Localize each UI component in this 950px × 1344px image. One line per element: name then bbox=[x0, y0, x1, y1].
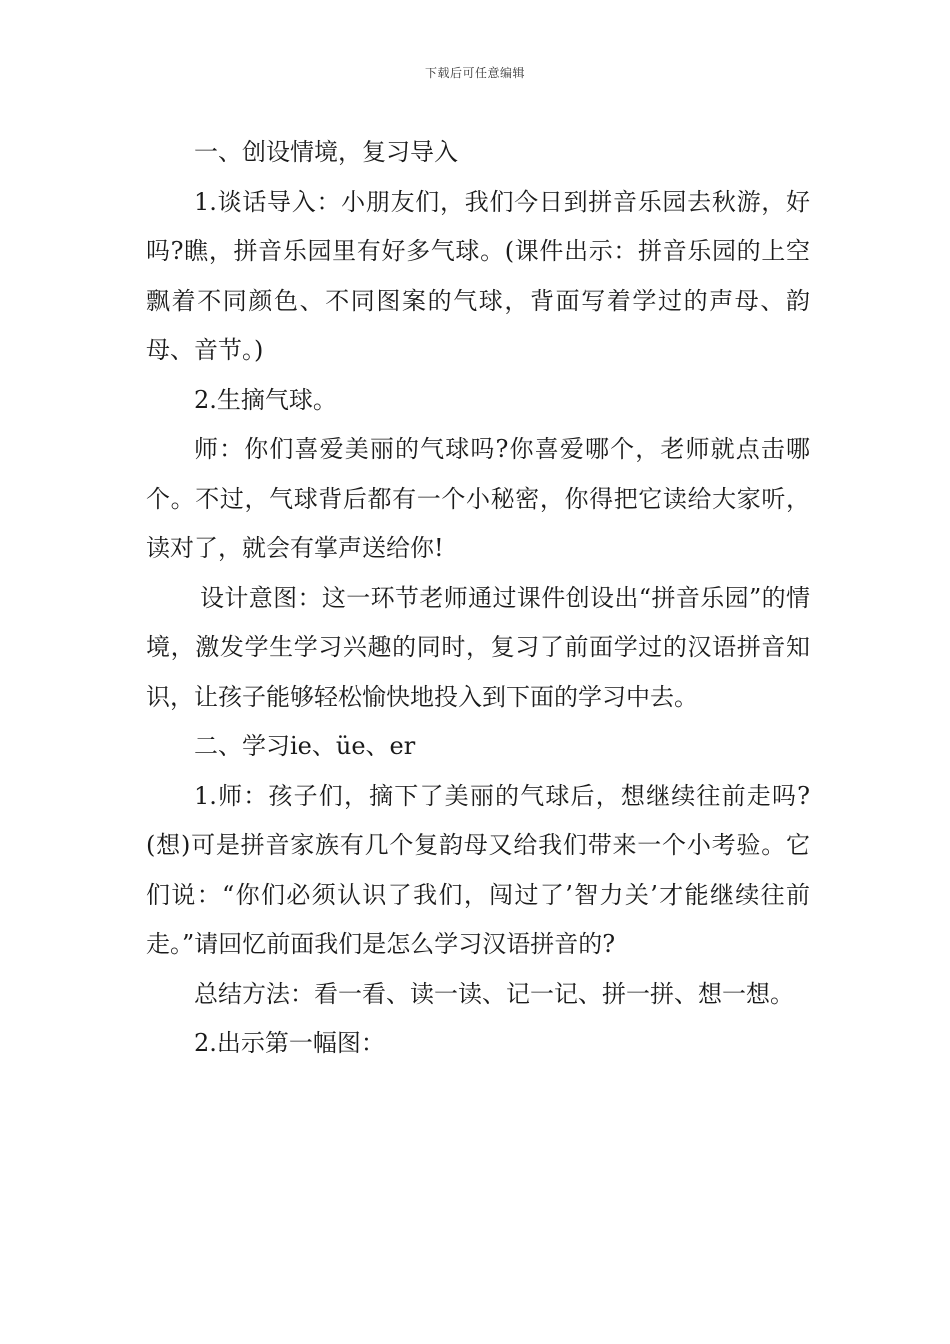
paragraph-pick-balloons: 2.生摘气球。 bbox=[194, 385, 337, 414]
paragraph-summary-method: 总结方法：看一看、读一读、记一记、拼一拼、想一想。 bbox=[194, 979, 794, 1008]
paragraph-teacher-children: 1.师：孩子们，摘下了美丽的气球后，想继续往前走吗?(想)可是拼音家族有几个复韵母又给我们带来一个小考验。它们说：“你们必须认识了我们，闯过了’智力关’才能继续往前走。”请回忆前面我们是怎么学习汉语拼音的? bbox=[146, 781, 810, 958]
paragraph-talk-intro: 1.谈话导入：小朋友们，我们今日到拼音乐园去秋游，好吗?瞧，拼音乐园里有好多气球。(课件出示：拼音乐园的上空飘着不同颜色、不同图案的气球，背面写着学过的声母、韵母、音节。) bbox=[146, 187, 810, 364]
document-body bbox=[146, 128, 810, 1069]
section-heading-2: 二、学习ie、üe、er bbox=[194, 732, 416, 760]
section-heading-1: 一、创设情境，复习导入 bbox=[194, 138, 458, 166]
page-header: 下载后可任意编辑 bbox=[424, 66, 525, 80]
paragraph-teacher-question: 师：你们喜爱美丽的气球吗?你喜爱哪个，老师就点击哪个。不过，气球背后都有一个小秘密，你得把它读给大家听，读对了，就会有掌声送给你! bbox=[146, 435, 810, 562]
paragraph-show-picture: 2.出示第一幅图： bbox=[194, 1029, 385, 1057]
paragraph-design-intent: 设计意图：这一环节老师通过课件创设出“拼音乐园”的情境，激发学生学习兴趣的同时，复习了前面学过的汉语拼音知识，让孩子能够轻松愉快地投入到下面的学习中去。 bbox=[146, 583, 810, 711]
